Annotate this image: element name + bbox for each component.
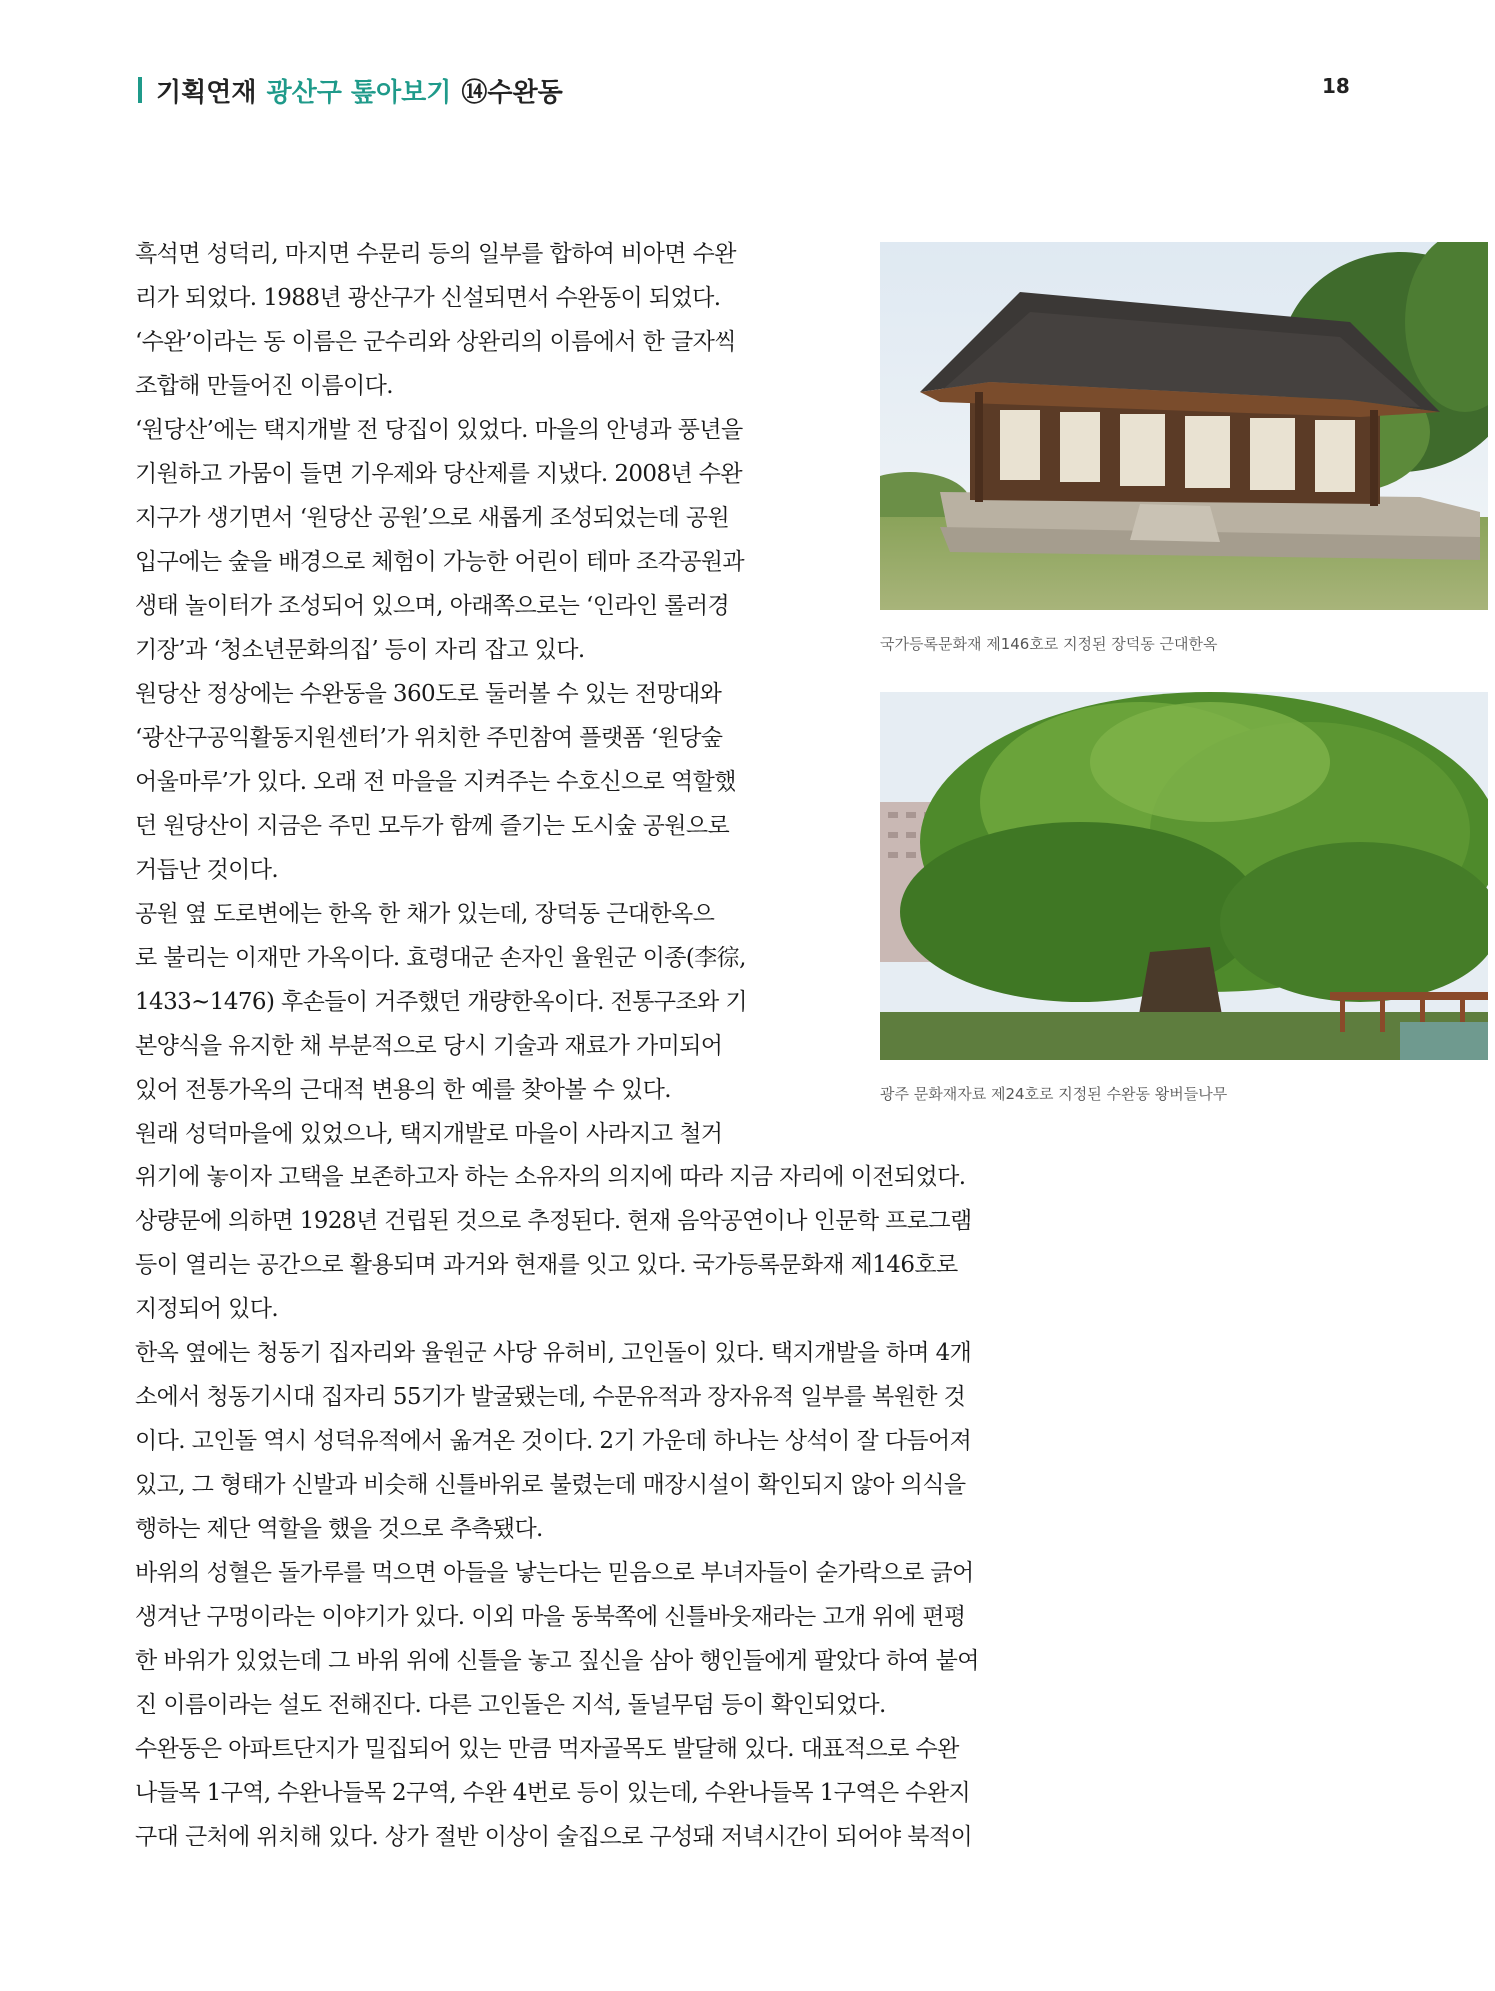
text-line: 원래 성덕마을에 있었으나, 택지개발로 마을이 사라지고 철거 bbox=[135, 1121, 723, 1147]
text-line: 바위의 성혈은 돌가루를 먹으면 아들을 낳는다는 믿음으로 부녀자들이 숟가락으로 긁어 bbox=[135, 1560, 974, 1586]
body-text-wide bbox=[135, 1155, 1080, 1859]
text-line: 입구에는 숲을 배경으로 체험이 가능한 어린이 테마 조각공원과 bbox=[135, 549, 745, 575]
text-line: 이다. 고인돌 역시 성덕유적에서 옮겨온 것이다. 2기 가운데 하나는 상석이 잘 다듬어져 bbox=[135, 1428, 972, 1454]
text-line: 진 이름이라는 설도 전해진다. 다른 고인돌은 지석, 돌널무덤 등이 확인되었다. bbox=[135, 1692, 886, 1718]
text-line: 있고, 그 형태가 신발과 비슷해 신틀바위로 불렸는데 매장시설이 확인되지 않아 의식을 bbox=[135, 1472, 966, 1498]
page-number: 18 bbox=[1322, 74, 1350, 98]
text-line: 조합해 만들어진 이름이다. bbox=[135, 373, 393, 399]
photo-caption: 국가등록문화재 제146호로 지정된 장덕동 근대한옥 bbox=[880, 635, 1218, 653]
photo-caption: 광주 문화재자료 제24호로 지정된 수완동 왕버들나무 bbox=[880, 1085, 1228, 1103]
text-line: 어울마루’가 있다. 오래 전 마을을 지켜주는 수호신으로 역할했 bbox=[135, 769, 736, 795]
series-title: 기획연재 bbox=[156, 77, 257, 108]
text-line: ‘원당산’에는 택지개발 전 당집이 있었다. 마을의 안녕과 풍년을 bbox=[135, 417, 743, 443]
text-line: 한옥 옆에는 청동기 집자리와 율원군 사당 유허비, 고인돌이 있다. 택지개발을 하며 4개 bbox=[135, 1340, 972, 1366]
text-line: 생겨난 구멍이라는 이야기가 있다. 이외 마을 동북쪽에 신틀바웃재라는 고개 위에 편평 bbox=[135, 1604, 966, 1630]
text-line: 리가 되었다. 1988년 광산구가 신설되면서 수완동이 되었다. bbox=[135, 285, 721, 311]
text-line: 위기에 놓이자 고택을 보존하고자 하는 소유자의 의지에 따라 지금 자리에 이전되었다. bbox=[135, 1164, 966, 1190]
text-line: 소에서 청동기시대 집자리 55기가 발굴됐는데, 수문유적과 장자유적 일부를 복원한 것 bbox=[135, 1384, 966, 1410]
text-line: 등이 열리는 공간으로 활용되며 과거와 현재를 잇고 있다. 국가등록문화재 제146호로 bbox=[135, 1252, 958, 1278]
text-line: 행하는 제단 역할을 했을 것으로 추측됐다. bbox=[135, 1516, 543, 1542]
text-line: 로 불리는 이재만 가옥이다. 효령대군 손자인 율원군 이종(李徖, bbox=[135, 945, 746, 971]
text-line: 한 바위가 있었는데 그 바위 위에 신틀을 놓고 짚신을 삼아 행인들에게 팔았다 하여 붙여 bbox=[135, 1648, 979, 1674]
text-line: 공원 옆 도로변에는 한옥 한 채가 있는데, 장덕동 근대한옥으 bbox=[135, 901, 715, 927]
page-header bbox=[138, 70, 563, 110]
text-line: 기장’과 ‘청소년문화의집’ 등이 자리 잡고 있다. bbox=[135, 637, 585, 663]
header-accent-bar bbox=[138, 77, 142, 103]
text-line: 지정되어 있다. bbox=[135, 1296, 279, 1322]
body-text-narrow bbox=[135, 232, 827, 1156]
episode-title: ⑭수완동 bbox=[461, 77, 563, 108]
text-line: 지구가 생기면서 ‘원당산 공원’으로 새롭게 조성되었는데 공원 bbox=[135, 505, 730, 531]
series-subtitle: 광산구 톺아보기 bbox=[266, 77, 452, 108]
text-line: 구대 근처에 위치해 있다. 상가 절반 이상이 술집으로 구성돼 저녁시간이 되어야 북적이 bbox=[135, 1824, 973, 1850]
text-line: ‘수완’이라는 동 이름은 군수리와 상완리의 이름에서 한 글자씩 bbox=[135, 329, 736, 355]
text-line: 있어 전통가옥의 근대적 변용의 한 예를 찾아볼 수 있다. bbox=[135, 1077, 671, 1103]
text-line: ‘광산구공익활동지원센터’가 위치한 주민참여 플랫폼 ‘원당숲 bbox=[135, 725, 723, 751]
hanok-photo bbox=[880, 242, 1488, 610]
text-line: 나들목 1구역, 수완나들목 2구역, 수완 4번로 등이 있는데, 수완나들목 1구역은 수완지 bbox=[135, 1780, 971, 1806]
text-line: 상량문에 의하면 1928년 건립된 것으로 추정된다. 현재 음악공연이나 인문학 프로그램 bbox=[135, 1208, 972, 1234]
text-line: 흑석면 성덕리, 마지면 수문리 등의 일부를 합하여 비아면 수완 bbox=[135, 241, 736, 267]
text-line: 거듭난 것이다. bbox=[135, 857, 279, 883]
text-line: 기원하고 가뭄이 들면 기우제와 당산제를 지냈다. 2008년 수완 bbox=[135, 461, 743, 487]
text-line: 본양식을 유지한 채 부분적으로 당시 기술과 재료가 가미되어 bbox=[135, 1033, 723, 1059]
text-line: 던 원당산이 지금은 주민 모두가 함께 즐기는 도시숲 공원으로 bbox=[135, 813, 730, 839]
text-line: 생태 놀이터가 조성되어 있으며, 아래쪽으로는 ‘인라인 롤러경 bbox=[135, 593, 730, 619]
text-line: 1433~1476) 후손들이 거주했던 개량한옥이다. 전통구조와 기 bbox=[135, 989, 747, 1015]
text-line: 수완동은 아파트단지가 밀집되어 있는 만큼 먹자골목도 발달해 있다. 대표적으로 수완 bbox=[135, 1736, 959, 1762]
willow-tree-photo bbox=[880, 692, 1488, 1060]
text-line: 원당산 정상에는 수완동을 360도로 둘러볼 수 있는 전망대와 bbox=[135, 681, 722, 707]
